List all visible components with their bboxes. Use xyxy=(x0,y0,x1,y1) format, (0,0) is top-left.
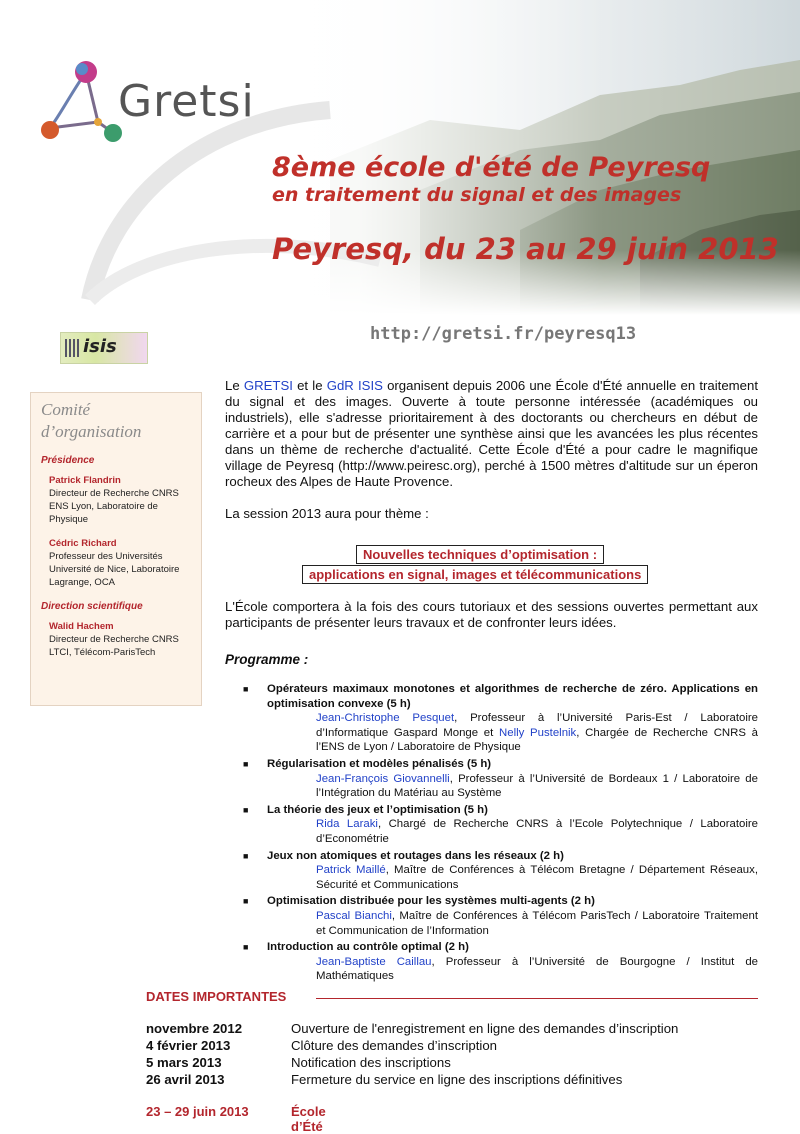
theme-box-line1: Nouvelles techniques d’optimisation : xyxy=(356,545,604,564)
bullet-icon: ■ xyxy=(243,850,249,861)
header-banner xyxy=(0,0,800,315)
speaker-link[interactable]: Pascal Bianchi xyxy=(316,909,392,922)
list-item: ■ Régularisation et modèles pénalisés (5 h) Jean-François Giovannelli, Professeur à l’Université de Bordeaux 1 / Laboratoire de l’Intégration du Matériau au Système xyxy=(243,757,758,800)
programme-heading: Programme : xyxy=(225,652,309,667)
barcode-icon xyxy=(65,339,79,357)
speaker-link[interactable]: Nelly Pustelnik xyxy=(499,726,577,739)
speaker-link[interactable]: Jean-Baptiste Caillau xyxy=(316,955,432,968)
speaker-link[interactable]: Patrick Maillé xyxy=(316,864,386,877)
list-item: ■ Optimisation distribuée pour les systèmes multi-agents (2 h) Pascal Bianchi, Maître de Conférences à Télécom ParisTech / Laboratoire Traitement et Communication de l’Information xyxy=(243,895,758,937)
event-title: 8ème école d'été de Peyresq xyxy=(272,152,711,183)
format-paragraph: L'École comportera à la fois des cours tutoriaux et des sessions ouvertes permettant aux participants de présenter leurs travaux et de confronter leurs idées. xyxy=(225,599,758,630)
intro-text xyxy=(225,378,758,522)
format-text xyxy=(225,599,758,631)
isis-logo: isis xyxy=(60,332,148,364)
theme-box-line2: applications en signal, images et télécommunications xyxy=(302,565,648,584)
list-item: ■ Introduction au contrôle optimal (2 h) Jean-Baptiste Caillau, Professeur à l’Université de Bourgogne / Institut de Mathématiques xyxy=(243,941,758,983)
speaker-link[interactable]: Jean-François Giovannelli xyxy=(316,772,450,785)
intro-paragraph: Le GRETSI et le GdR ISIS organisent depuis 2006 une École d'Été annuelle en traitement du signal et des images. Ouverte à toute personne intéressée (académiques ou industriels), elle s'adresse prioritairement à des doctorants ou chercheurs en début de carrière et a pour but de présenter une synthèse ainsi que les avancées les plus récentes dans un thème de recherche d'actualité. Cette École d'Été a pour cadre le magnifique village de Peyresq (http://www.peiresc.org), perché à 1500 mètres d'altitude sur un éperon rocheux des Alpes de Haute Provence. xyxy=(225,378,758,489)
committee-member: Cédric Richard Professeur des Universités Université de Nice, Laboratoire Lagrange, OCA xyxy=(49,538,180,588)
dates-divider xyxy=(316,998,758,999)
organizing-committee-sidebar xyxy=(30,392,202,706)
event-dates-title: Peyresq, du 23 au 29 juin 2013 xyxy=(272,232,779,266)
section-heading-direction: Direction scientifique xyxy=(41,601,143,612)
committee-member: Patrick Flandrin Directeur de Recherche CNRS ENS Lyon, Laboratoire de Physique xyxy=(49,475,179,525)
speaker-link[interactable]: Jean-Christophe Pesquet xyxy=(316,712,455,725)
session-theme-intro: La session 2013 aura pour thème : xyxy=(225,506,429,521)
bullet-icon: ■ xyxy=(243,896,249,907)
committee-member: Walid Hachem Directeur de Recherche CNRS LTCI, Télécom-ParisTech xyxy=(49,621,179,658)
bullet-icon: ■ xyxy=(243,804,249,815)
programme-list xyxy=(243,682,758,986)
list-item: ■ Jeux non atomiques et routages dans les réseaux (2 h) Patrick Maillé, Maître de Conférences à Télécom Bretagne / Département Réseaux, Sécurité et Communications xyxy=(243,849,758,891)
event-url[interactable]: http://gretsi.fr/peyresq13 xyxy=(370,324,637,344)
list-item: ■ Opérateurs maximaux monotones et algorithmes de recherche de zéro. Applications en optimisation convexe (5 h) Jean-Christophe Pesquet, Professeur à l’Université Paris-Est / Laboratoire d’Informatique Gaspard Monge et Nelly Pustelnik, Chargée de Recherche CNRS à l’ENS de Lyon / Laboratoire de Physique xyxy=(243,683,759,754)
section-heading-presidence: Présidence xyxy=(41,455,95,466)
bullet-icon: ■ xyxy=(243,758,249,769)
sidebar-title: Comité d’organisation xyxy=(41,400,142,441)
gdr-isis-link[interactable]: GdR ISIS xyxy=(326,378,383,393)
event-subtitle: en traitement du signal et des images xyxy=(272,184,682,206)
list-item: ■ La théorie des jeux et l’optimisation (5 h) Rida Laraki, Chargé de Recherche CNRS à l’Ecole Polytechnique / Laboratoire d’Econométrie xyxy=(243,803,758,845)
bullet-icon: ■ xyxy=(243,942,249,953)
summer-school-dates: 23 – 29 juin 2013 École d’Été xyxy=(146,1104,326,1134)
speaker-link[interactable]: Rida Laraki xyxy=(316,818,378,831)
dates-heading: DATES IMPORTANTES xyxy=(146,989,287,1004)
gretsi-logo-text: Gretsi xyxy=(118,76,255,127)
gretsi-link[interactable]: GRETSI xyxy=(243,378,293,393)
bullet-icon: ■ xyxy=(243,684,249,694)
